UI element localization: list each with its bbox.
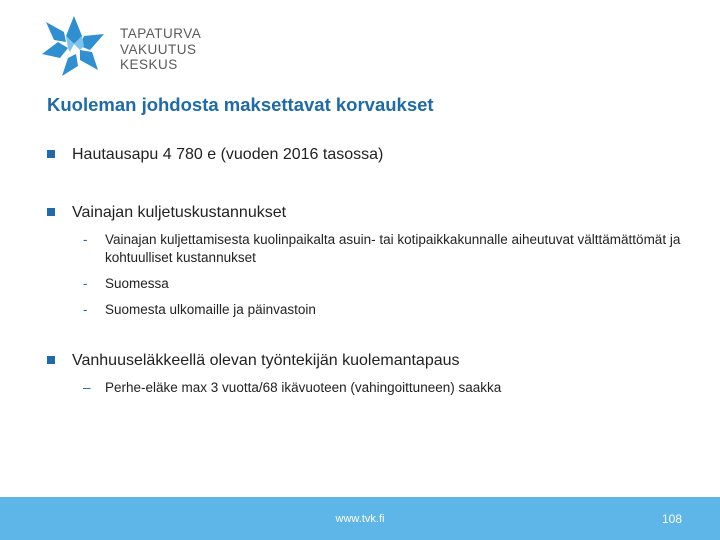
bullet-transport-costs xyxy=(47,203,687,223)
logo-star-icon xyxy=(40,14,108,78)
bullet-retiree-death xyxy=(47,351,687,371)
sub-bullet-text: Vainajan kuljettamisesta kuolinpaikalta asuin- tai kotipaikkakunnalle aiheutuvat välttämättömät ja kohtuulliset kustannukset xyxy=(105,232,681,265)
sub-bullet-list xyxy=(47,231,687,319)
dash-marker: - xyxy=(83,232,88,247)
brand-logo xyxy=(40,14,220,78)
footer-bar xyxy=(0,497,720,540)
dash-marker: - xyxy=(83,302,88,317)
bullet-text: Vainajan kuljetuskustannukset xyxy=(72,204,287,221)
slide-title: Kuoleman johdosta maksettavat korvaukset xyxy=(47,94,434,115)
footer-website-link[interactable]: www.tvk.fi xyxy=(335,513,385,525)
bullet-square-icon xyxy=(47,208,55,216)
bullet-square-icon xyxy=(47,150,55,158)
dash-marker: – xyxy=(83,380,91,395)
sub-bullet-item xyxy=(47,379,687,397)
bullet-funeral-allowance xyxy=(47,145,687,165)
sub-bullet-item xyxy=(47,275,687,293)
sub-bullet-item xyxy=(47,301,687,319)
sub-bullet-text: Suomesta ulkomaille ja päinvastoin xyxy=(105,302,316,317)
page-number: 108 xyxy=(661,512,682,526)
bullet-square-icon xyxy=(47,356,55,364)
sub-bullet-item xyxy=(47,231,687,267)
sub-bullet-text: Suomessa xyxy=(105,276,169,291)
bullet-text: Vanhuuseläkkeellä olevan työntekijän kuolemantapaus xyxy=(72,352,460,369)
sub-bullet-text: Perhe-eläke max 3 vuotta/68 ikävuoteen (vahingoittuneen) saakka xyxy=(105,380,502,395)
logo-line-3: KESKUS xyxy=(120,57,178,72)
logo-wordmark xyxy=(120,26,201,73)
bullet-text: Hautausapu 4 780 e (vuoden 2016 tasossa) xyxy=(72,146,384,163)
sub-bullet-list xyxy=(47,379,687,397)
dash-marker: - xyxy=(83,276,88,291)
logo-line-2: VAKUUTUS xyxy=(120,41,197,57)
slide-content xyxy=(47,145,687,397)
logo-line-1: TAPATURVA xyxy=(120,26,202,41)
